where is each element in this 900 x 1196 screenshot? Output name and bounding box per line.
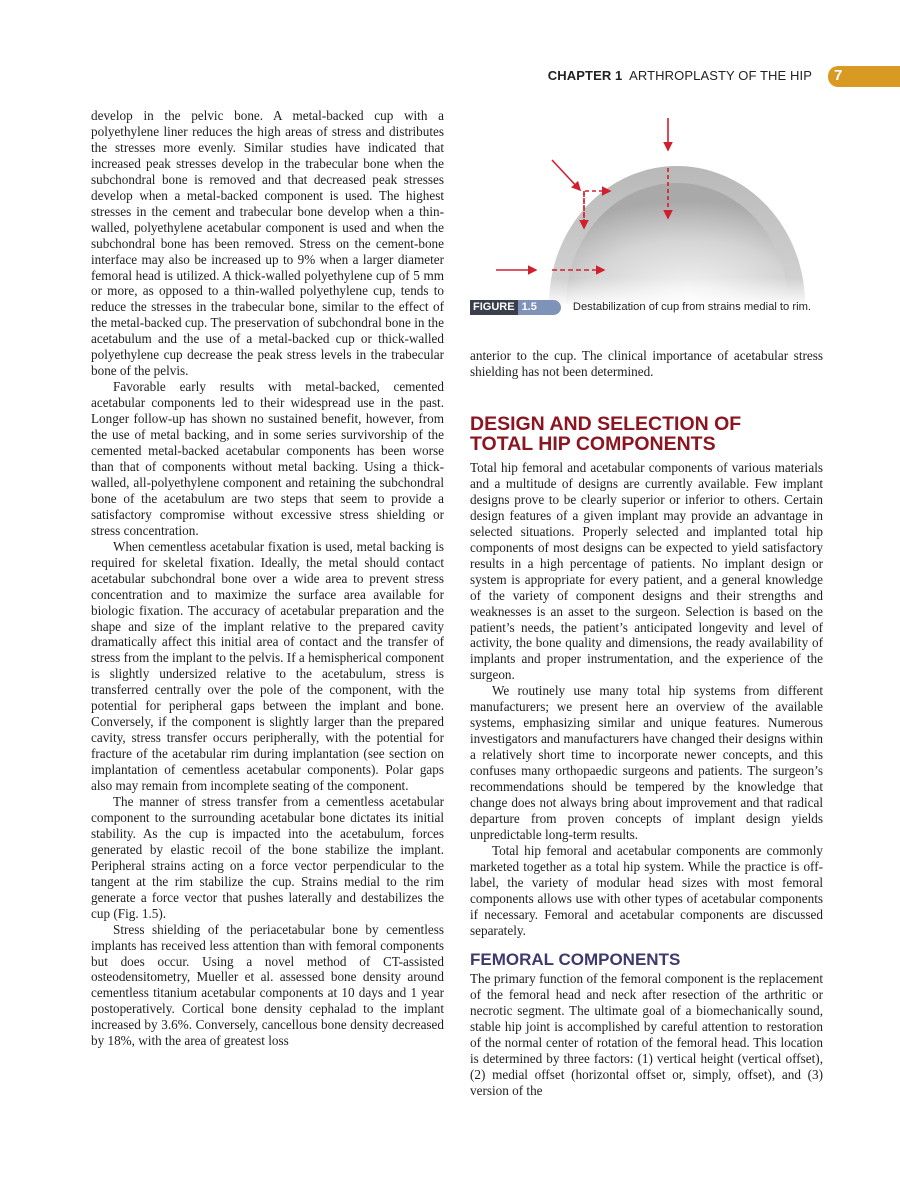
chapter-title: ARTHROPLASTY OF THE HIP bbox=[629, 68, 812, 83]
paragraph: Stress shielding of the periacetabular bone by cementless implants has received less attention than with femoral components but does occur. Using a novel method of CT-assisted osteodensitometry, Mueller et al. assessed bone density around cementless titanium acetabular components at 10 days and 1 year postoperatively. Cortical bone density cephalad to the implant increased by 3.6%. Conversely, cancellous bone density decreased by 18%, with the area of greatest loss bbox=[91, 921, 444, 1049]
right-column-body bbox=[470, 460, 823, 939]
page-number: 7 bbox=[834, 67, 843, 84]
paragraph: We routinely use many total hip systems from different manufacturers; we present here an overview of the available systems, emphasizing similar and unique features. Numerous investigators and manufacturers have changed their designs within a relatively short time to incorporate newer concepts, and this confuses many orthopaedic surgeons and patients. The surgeon’s recommendations should be tempered by the knowledge that change does not always bring about improvement and that radical departure from proven concepts of implant design yields unpredictable long-term results. bbox=[470, 683, 823, 842]
figure-caption-text: Destabilization of cup from strains medial to rim. bbox=[572, 301, 811, 313]
section-heading bbox=[470, 414, 830, 454]
figure-caption bbox=[470, 300, 823, 315]
section-heading-line2: TOTAL HIP COMPONENTS bbox=[470, 433, 716, 455]
running-header bbox=[0, 66, 900, 88]
figure-number: 1.5 bbox=[518, 300, 561, 315]
paragraph: Favorable early results with metal-backed, cemented acetabular components led to their widespread use in the past. Longer follow-up has shown no sustained benefit, however, from the use of metal backing, and in some series survivorship of the cemented metal-backed acetabular components has been worse than that of components without metal backing. Using a thick-walled, all-polyethylene component and retaining the subchondral bone of the acetabulum are two steps that seem to provide a satisfactory compromise without excessive stress shielding or stress concentration. bbox=[91, 379, 444, 538]
subsection-body bbox=[470, 971, 823, 1099]
subsection-heading: FEMORAL COMPONENTS bbox=[470, 950, 681, 969]
left-column bbox=[91, 108, 444, 1049]
paragraph: The manner of stress transfer from a cementless acetabular component to the surrounding acetabular bone dictates its initial stability. As the cup is impacted into the acetabulum, forces generated by elastic recoil of the bone stabilize the implant. Peripheral strains acting on a force vector perpendicular to the tangent at the rim stabilize the cup. Strains medial to the rim generate a force vector that pushes laterally and destabilizes the cup (Fig. 1.5). bbox=[91, 793, 444, 921]
paragraph: develop in the pelvic bone. A metal-backed cup with a polyethylene liner reduces the high areas of stress and distributes the stresses more evenly. Similar studies have indicated that increased peak stresses develop in the trabecular bone when the subchondral bone is removed and that decreased peak stresses develop when a metal-backed component is used. The highest stresses in the cement and trabecular bone develop when a thin-walled, polyethylene acetabular component is used and when the subchondral bone has been removed. Stress on the cement-bone interface may also be increased up to 9% when a larger diameter femoral head is utilized. A thick-walled polyethylene cup of 5 mm or more, as opposed to a thin-walled polyethylene cup, tends to reduce the stresses in the trabecular bone, similar to the effect of the metal-backed cup. The preservation of subchondral bone in the acetabulum and the use of a metal-backed cup or thick-walled polyethylene cup decrease the peak stress levels in the trabecular bone of the pelvis. bbox=[91, 108, 444, 379]
figure-label: FIGURE bbox=[470, 300, 518, 315]
paragraph: Total hip femoral and acetabular components are commonly marketed together as a total hip system. While the practice is off-label, the variety of modular head sizes with most femoral components allows use with other types of acetabular components if necessary. Femoral and acetabular components are discussed separately. bbox=[470, 842, 823, 938]
figure-cup-diagram bbox=[470, 108, 823, 330]
section-heading-line1: DESIGN AND SELECTION OF bbox=[470, 413, 742, 435]
continuation-paragraph: anterior to the cup. The clinical importance of acetabular stress shielding has not been determined. bbox=[470, 348, 823, 379]
cup-destabilization-illustration bbox=[470, 108, 823, 308]
paragraph: The primary function of the femoral component is the replacement of the femoral head and neck after resection of the arthritic or necrotic segment. The ultimate goal of a biomechanically sound, stable hip joint is accomplished by careful attention to restoration of the normal center of rotation of the femoral head. This location is determined by three factors: (1) vertical height (vertical offset), (2) medial offset (horizontal offset or, simply, offset), and (3) version of the bbox=[470, 971, 823, 1098]
chapter-heading bbox=[548, 68, 812, 83]
chapter-label: CHAPTER 1 bbox=[547, 68, 623, 83]
paragraph: Total hip femoral and acetabular components of various materials and a multitude of designs are currently available. Few implant designs prove to be clearly superior or inferior to others. Certain design features of a given implant may provide an advantage in selected situations. Properly selected and implanted total hip components of most designs can be expected to yield satisfactory results in a high percentage of patients. No implant design or system is appropriate for every patient, and a general knowledge of the variety of component designs and their strengths and weaknesses is an asset to the surgeon. Selection is based on the patient’s needs, the patient’s anticipated longevity and level of activity, the bone quality and dimensions, the ready availability of implants and proper instrumentation, and the experience of the surgeon. bbox=[470, 460, 823, 683]
paragraph: When cementless acetabular fixation is used, metal backing is required for skeletal fixation. Ideally, the metal should contact acetabular subchondral bone over a wide area to prevent stress concentration and to maximize the surface area available for biologic fixation. The accuracy of acetabular preparation and the shape and size of the implant relative to the prepared cavity dramatically affect this initial area of contact and the transfer of stress from the implant to the pelvis. If a hemispherical component is slightly undersized relative to the acetabulum, stress is transferred centrally over the pole of the component, with the potential for peripheral gaps between the implant and bone. Conversely, if the component is slightly larger than the prepared cavity, stress transfer occurs peripherally, with the potential for fracture of the acetabular rim during implantation (see section on implantation of cementless acetabular components). Polar gaps also may remain from incomplete seating of the component. bbox=[91, 538, 444, 794]
